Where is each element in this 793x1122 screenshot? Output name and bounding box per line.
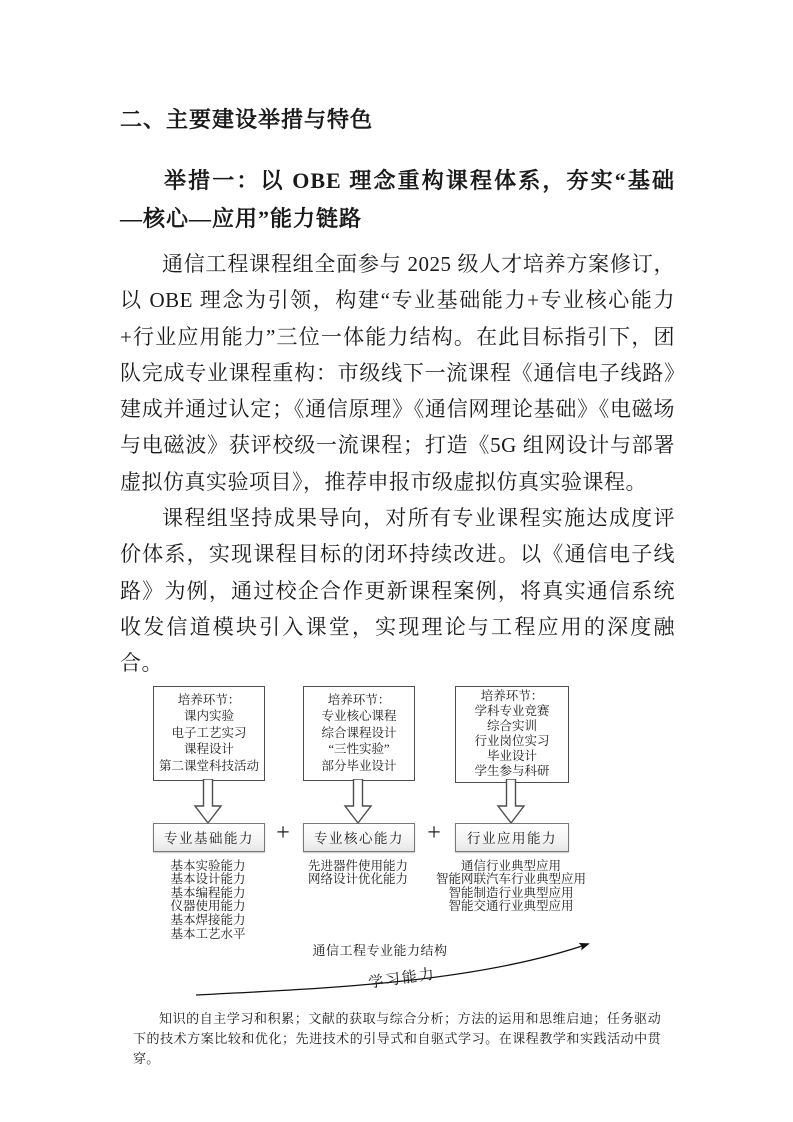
list-item: 基本实验能力 xyxy=(170,858,246,873)
box-line: 第二课堂科技活动 xyxy=(158,758,259,773)
list-item: 基本工艺水平 xyxy=(170,926,246,941)
body-paragraph-2: 课程组坚持成果导向，对所有专业课程实施达成度评价体系，实现课程目标的闭环持续改进。以《通信电子线路》为例，通过校企合作更新课程案例，将真实通信系统收发信道模块引入课堂，实现理论与工程应用的深度融合。 xyxy=(120,506,675,676)
box-line: 毕业设计 xyxy=(486,749,537,764)
box-line: 学科专业竞赛 xyxy=(474,704,550,719)
box-line: 培养环节： xyxy=(327,692,391,707)
box-line: 课程设计 xyxy=(183,742,234,757)
list-item: 基本焊接能力 xyxy=(170,912,246,927)
training-stage-box-core xyxy=(303,686,415,781)
box-line: 部分毕业设计 xyxy=(321,758,397,773)
list-item: 网络设计优化能力 xyxy=(307,872,409,887)
list-item: 通信行业典型应用 xyxy=(460,858,562,873)
detail-list-industry xyxy=(436,860,586,914)
box-line: 专业核心课程 xyxy=(321,709,397,724)
list-item: 基本设计能力 xyxy=(170,872,246,887)
training-stage-box-industry xyxy=(455,686,569,783)
box-line: 学生参与科研 xyxy=(474,764,550,779)
list-item: 基本编程能力 xyxy=(170,885,246,900)
list-item: 智能网联汽车行业典型应用 xyxy=(435,872,587,887)
box-line: 电子工艺实习 xyxy=(171,725,247,740)
list-item: 智能交通行业典型应用 xyxy=(448,899,574,914)
detail-list-basic xyxy=(170,860,245,942)
bottom-caption: 知识的自主学习和积累；文献的获取与综合分析；方法的运用和思维启迪；任务驱动下的技术方案比较和优化；先进技术的引导式和自驱式学习。在课程教学和实践活动中贯穿。 xyxy=(133,1010,661,1066)
diagram-caption: 通信工程专业能力结构 xyxy=(312,942,448,958)
section-heading: 举措一：以 OBE 理念重构课程体系，夯实“基础—核心—应用”能力链路 xyxy=(120,168,675,231)
plus-sign: + xyxy=(427,819,441,846)
detail-list-core xyxy=(308,860,408,887)
box-line: 行业岗位实习 xyxy=(474,734,550,749)
body-paragraph-1: 通信工程课程组全面参与 2025 级人才培养方案修订，以 OBE 理念为引领，构建“专业基础能力+专业核心能力+行业应用能力”三位一体能力结构。在此目标指引下，团队完成专业课程重构：市级线下一流课程《通信电子线路》建成并通过认定；《通信原理》《通信网理论基础》《电磁场与电磁波》获评校级一流课程；打造《5G 组网设计与部署虚拟仿真实验项目》，推荐申报市级虚拟仿真实验课程。 xyxy=(120,252,675,494)
learning-ability-label: 学习能力 xyxy=(367,965,438,992)
box-line: 综合课程设计 xyxy=(321,725,397,740)
list-item: 先进器件使用能力 xyxy=(307,858,409,873)
capability-structure-diagram xyxy=(120,684,675,1004)
box-line: 综合实训 xyxy=(486,719,537,734)
training-stage-box-basic xyxy=(153,686,265,781)
box-line: 课内实验 xyxy=(183,709,234,724)
box-line: “三性实验” xyxy=(328,742,390,757)
list-item: 智能制造行业典型应用 xyxy=(448,885,574,900)
capability-box-core: 专业核心能力 xyxy=(303,823,415,852)
list-item: 仪器使用能力 xyxy=(170,899,246,914)
box-line: 培养环节： xyxy=(480,689,544,704)
capability-box-industry: 行业应用能力 xyxy=(455,823,569,852)
page-title: 二、主要建设举措与特色 xyxy=(120,107,374,132)
capability-box-basic: 专业基础能力 xyxy=(153,823,265,852)
plus-sign: + xyxy=(276,819,290,846)
box-line: 培养环节： xyxy=(177,692,241,707)
